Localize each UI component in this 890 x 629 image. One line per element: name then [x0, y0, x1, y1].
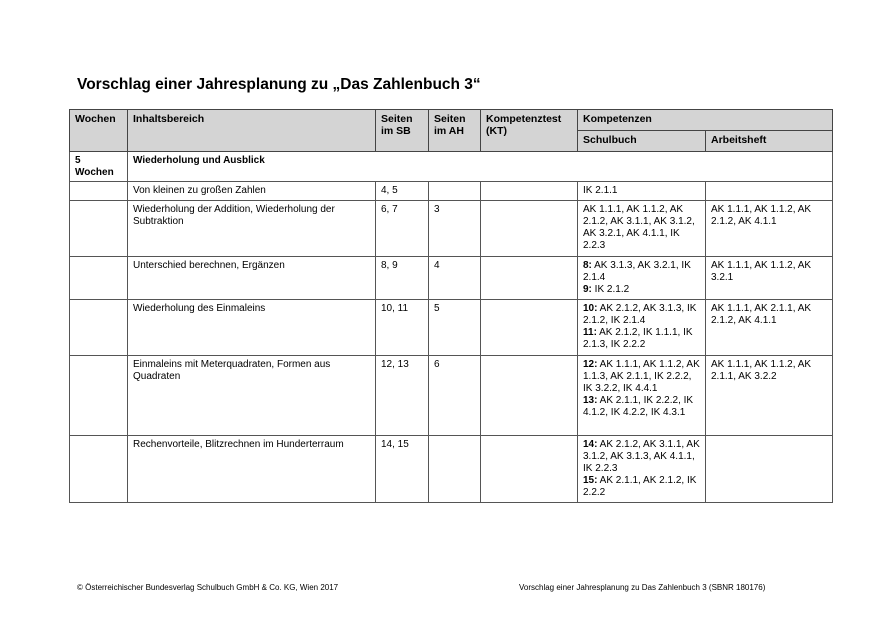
plan-table — [69, 109, 833, 503]
schulbuch-entry — [583, 395, 700, 419]
page-label: 14: — [583, 439, 598, 450]
cell-inhaltsbereich: Wiederholung des Einmaleins — [128, 300, 376, 356]
cell-kompetenztest — [481, 300, 578, 356]
schulbuch-entry — [583, 185, 700, 197]
header-arbeitsheft: Arbeitsheft — [706, 131, 833, 152]
competence-codes: AK 2.1.2, IK 1.1.1, IK 2.1.3, IK 2.2.2 — [583, 327, 696, 350]
table-row — [70, 356, 833, 436]
competence-codes: AK 2.1.2, AK 3.1.3, IK 2.1.2, IK 2.1.4 — [583, 303, 700, 326]
table-row — [70, 182, 833, 201]
page-label: 10: — [583, 303, 598, 314]
cell-wochen — [70, 201, 128, 257]
cell-seiten-sb: 4, 5 — [376, 182, 429, 201]
cell-inhaltsbereich: Wiederholung der Addition, Wiederholung der Subtraktion — [128, 201, 376, 257]
section-row — [70, 152, 833, 182]
schulbuch-entry — [583, 260, 700, 284]
header-wochen: Wochen — [70, 110, 128, 152]
page-label: 15: — [583, 475, 598, 486]
cell-seiten-sb: 8, 9 — [376, 257, 429, 300]
table-row — [70, 201, 833, 257]
cell-seiten-ah: 5 — [429, 300, 481, 356]
page-label: 12: — [583, 359, 598, 370]
cell-arbeitsheft: AK 1.1.1, AK 1.1.2, AK 3.2.1 — [706, 257, 833, 300]
cell-seiten-ah — [429, 182, 481, 201]
cell-kompetenztest — [481, 436, 578, 503]
schulbuch-entry — [583, 284, 700, 296]
competence-codes: AK 2.1.1, IK 2.2.2, IK 4.1.2, IK 4.2.2, IK 4.3.1 — [583, 395, 696, 418]
schulbuch-entry — [583, 303, 700, 327]
cell-seiten-ah: 4 — [429, 257, 481, 300]
header-schulbuch: Schulbuch — [578, 131, 706, 152]
cell-schulbuch — [578, 300, 706, 356]
cell-schulbuch — [578, 356, 706, 436]
cell-arbeitsheft — [706, 436, 833, 503]
cell-wochen — [70, 356, 128, 436]
competence-codes: IK 2.1.1 — [583, 185, 618, 196]
page-label: 9: — [583, 284, 592, 295]
header-seiten-sb: Seiten im SB — [376, 110, 429, 152]
cell-arbeitsheft: AK 1.1.1, AK 1.1.2, AK 2.1.1, AK 3.2.2 — [706, 356, 833, 436]
schulbuch-entry — [583, 359, 703, 395]
cell-schulbuch — [578, 201, 706, 257]
page-title: Vorschlag einer Jahresplanung zu „Das Zahlenbuch 3“ — [77, 76, 481, 93]
cell-arbeitsheft — [706, 182, 833, 201]
footer-reference: Vorschlag einer Jahresplanung zu Das Zahlenbuch 3 (SBNR 180176) — [519, 583, 766, 592]
cell-seiten-sb: 12, 13 — [376, 356, 429, 436]
header-seiten-ah: Seiten im AH — [429, 110, 481, 152]
cell-wochen — [70, 300, 128, 356]
page-label: 11: — [583, 327, 597, 338]
cell-seiten-ah: 3 — [429, 201, 481, 257]
schulbuch-entry — [583, 475, 700, 499]
cell-kompetenztest — [481, 201, 578, 257]
competence-codes: AK 1.1.1, AK 1.1.2, AK 2.1.2, AK 3.1.1, AK 3.1.2, AK 3.2.1, AK 4.1.1, IK 2.2.3 — [583, 204, 697, 251]
competence-codes: AK 3.1.3, AK 3.2.1, IK 2.1.4 — [583, 260, 694, 283]
cell-inhaltsbereich: Unterschied berechnen, Ergänzen — [128, 257, 376, 300]
page-label: 13: — [583, 395, 598, 406]
cell-schulbuch — [578, 257, 706, 300]
schulbuch-entry — [583, 327, 700, 351]
footer-copyright: © Österreichischer Bundesverlag Schulbuch GmbH & Co. KG, Wien 2017 — [77, 583, 339, 592]
section-wochen: 5 Wochen — [70, 152, 128, 182]
competence-codes: IK 2.1.2 — [591, 284, 630, 295]
table-row — [70, 436, 833, 503]
competence-codes: AK 2.1.1, AK 2.1.2, IK 2.2.2 — [583, 475, 700, 498]
cell-kompetenztest — [481, 182, 578, 201]
schulbuch-entry — [583, 204, 700, 252]
cell-kompetenztest — [481, 257, 578, 300]
cell-seiten-ah — [429, 436, 481, 503]
schulbuch-entry — [583, 439, 703, 475]
cell-arbeitsheft: AK 1.1.1, AK 1.1.2, AK 2.1.2, AK 4.1.1 — [706, 201, 833, 257]
competence-codes: AK 2.1.2, AK 3.1.1, AK 3.1.2, AK 3.1.3, AK 4.1.1, IK 2.2.3 — [583, 439, 703, 474]
cell-inhaltsbereich: Rechenvorteile, Blitzrechnen im Hunderterraum — [128, 436, 376, 503]
cell-kompetenztest — [481, 356, 578, 436]
cell-schulbuch — [578, 436, 706, 503]
cell-wochen — [70, 436, 128, 503]
page-label: 8: — [583, 260, 592, 271]
cell-inhaltsbereich: Von kleinen zu großen Zahlen — [128, 182, 376, 201]
cell-arbeitsheft: AK 1.1.1, AK 2.1.1, AK 2.1.2, AK 4.1.1 — [706, 300, 833, 356]
cell-seiten-sb: 14, 15 — [376, 436, 429, 503]
cell-schulbuch — [578, 182, 706, 201]
cell-wochen — [70, 182, 128, 201]
table-row — [70, 257, 833, 300]
header-kompetenztest: Kompetenztest (KT) — [481, 110, 578, 152]
cell-wochen — [70, 257, 128, 300]
table-row — [70, 300, 833, 356]
cell-inhaltsbereich: Einmaleins mit Meterquadraten, Formen aus Quadraten — [128, 356, 376, 436]
cell-seiten-sb: 6, 7 — [376, 201, 429, 257]
header-inhaltsbereich: Inhaltsbereich — [128, 110, 376, 152]
cell-seiten-ah: 6 — [429, 356, 481, 436]
header-kompetenzen: Kompetenzen — [578, 110, 833, 131]
competence-codes: AK 1.1.1, AK 1.1.2, AK 1.1.3, AK 2.1.1, IK 2.2.2, IK 3.2.2, IK 4.4.1 — [583, 359, 703, 394]
cell-seiten-sb: 10, 11 — [376, 300, 429, 356]
section-title: Wiederholung und Ausblick — [128, 152, 833, 182]
